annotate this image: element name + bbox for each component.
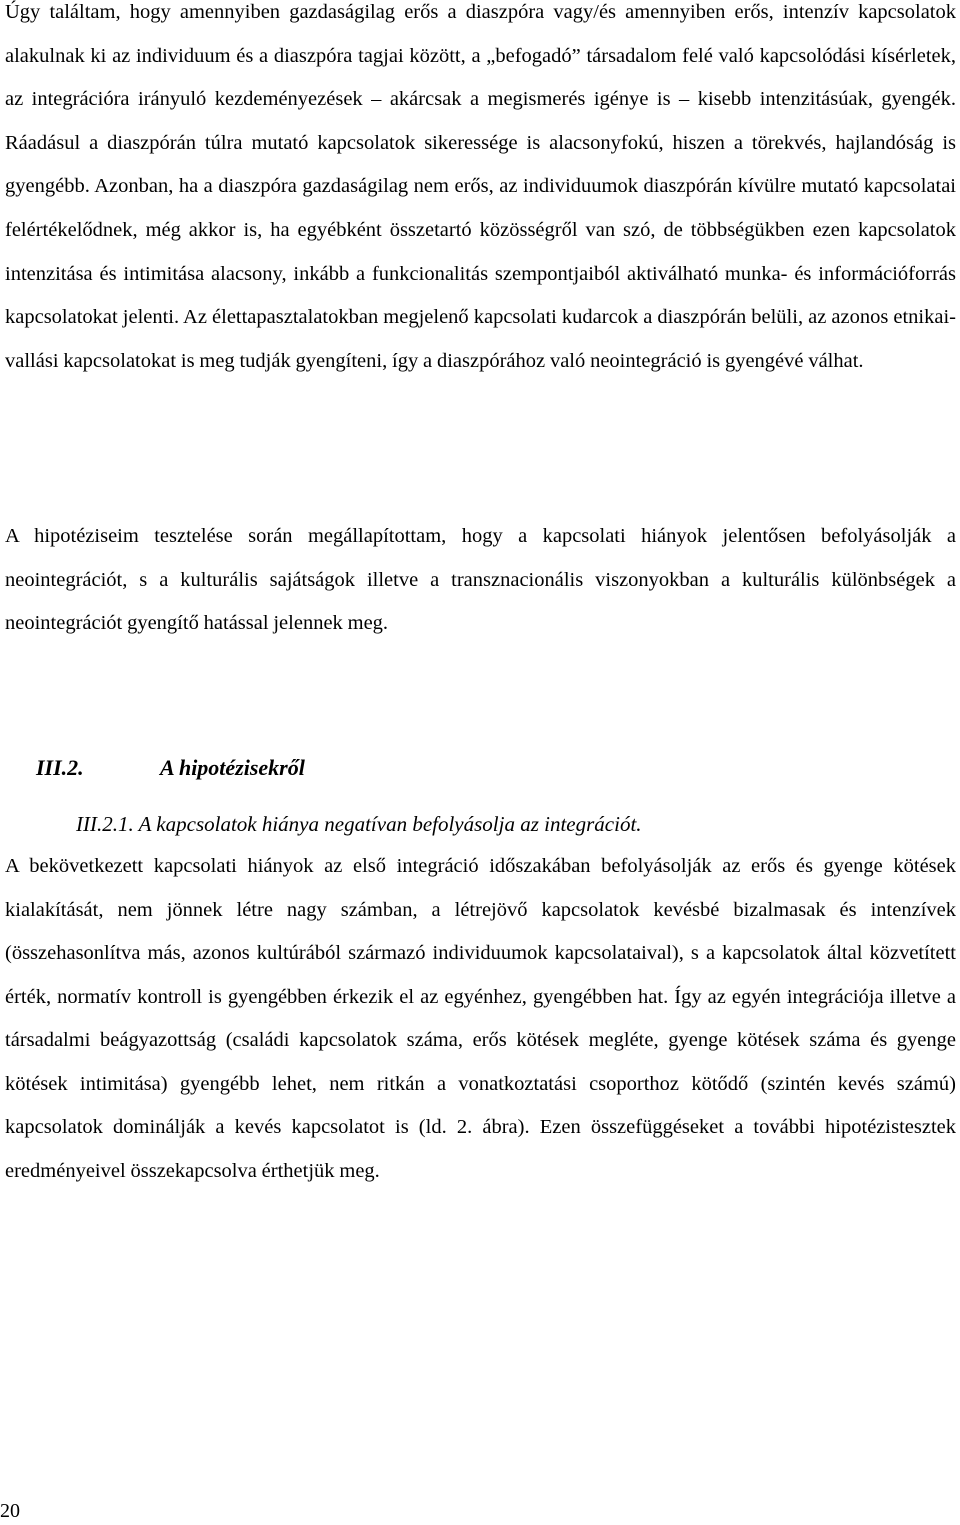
page-number: 20 [0,1500,20,1522]
section-heading [36,751,305,785]
section-title: A hipotézisekről [160,755,305,780]
subsection-heading: III.2.1. A kapcsolatok hiánya negatívan befolyásolja az integrációt. [76,812,642,836]
paragraph-findings: Úgy találtam, hogy amennyiben gazdaságilag erős a diaszpóra vagy/és amennyiben erős, intenzív kapcsolatok alakulnak ki az individuum és a diaszpóra tagjai között, a „befogadó” társadalom felé való kapcsolódási kísérletek, az integrációra irányuló kezdeményezések – akárcsak a megismerés igénye is – kisebb intenzitásúak, gyengék. Ráadásul a diaszpórán túlra mutató kapcsolatok sikeressége is alacsonyfokú, hiszen a törekvés, hajlandóság is gyengébb. Azonban, ha a diaszpóra gazdaságilag nem erős, az individuumok diaszpórán kívülre mutató kapcsolatai felértékelődnek, még akkor is, ha egyébként összetartó közösségről van szó, de többségükben ezen kapcsolatok intenzitása és intimitása alacsony, inkább a funkcionalitás szempontjaiból aktiválható munka- és információforrás kapcsolatokat jelenti. Az élettapasztalatokban megjelenő kapcsolati kudarcok a diaszpórán belüli, az azonos etnikai-vallási kapcsolatokat is meg tudják gyengíteni, így a diaszpórához való neointegráció is gyengévé válhat. [5,1,956,372]
paragraph-hypothesis-testing: A hipotéziseim tesztelése során megállapítottam, hogy a kapcsolati hiányok jelentősen befolyásolják a neointegrációt, s a kulturális sajátságok illetve a transznacionális viszonyokban a kulturális különbségek a neointegrációt gyengítő hatással jelennek meg. [5,525,956,635]
section-number: III.2. [36,755,84,780]
paragraph-relationship-gaps: A bekövetkezett kapcsolati hiányok az első integráció időszakában befolyásolják az erős és gyenge kötések kialakítását, nem jönnek létre nagy számban, a létrejövő kapcsolatok kevésbé bizalmasak és intenzívek (összehasonlítva más, azonos kultúrából származó individuumok kapcsolataival), s a kapcsolatok által közvetített érték, normatív kontroll is gyengébben érkezik el az egyénhez, gyengébben hat. Így az egyén integrációja illetve a társadalmi beágyazottság (családi kapcsolatok száma, erős kötések megléte, gyenge kötések száma és gyenge kötések intimitása) gyengébb lehet, nem ritkán a vonatkoztatási csoporthoz kötődő (szintén kevés számú) kapcsolatok dominálják a kevés kapcsolatot is (ld. 2. ábra). Ezen összefüggéseket a további hipotézistesztek eredményeivel összekapcsolva érthetjük meg. [5,855,956,1182]
